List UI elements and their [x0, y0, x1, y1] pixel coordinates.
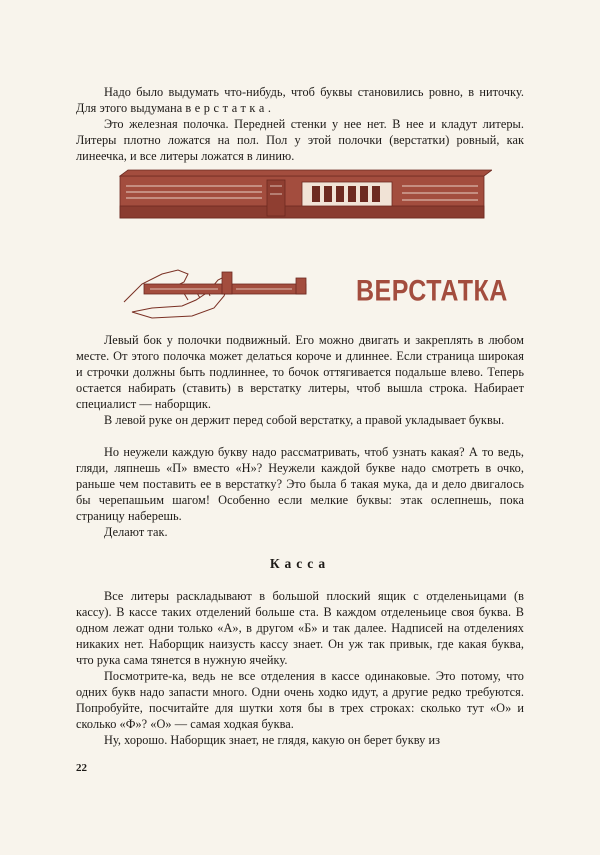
section-heading: Касса — [269, 556, 331, 571]
page-number: 22 — [76, 762, 87, 774]
verstatka-caption: ВЕРСТАТКА — [356, 274, 508, 308]
composing-stick-illustration — [112, 166, 492, 232]
paragraph-8: Посмотрите-ка, ведь не все отделения в кассе одинаковые. Это потому, что одних букв надо запасти много. Одни очень ходко идут, а другие редко требуются. Попробуйте, посчитайте для шутки хотя бы в трех строках: сколько тут «О» и сколько «Ф»? «О» — самая ходкая буква. — [76, 669, 524, 732]
paragraph-intro-2: Это железная полочка. Передней стенки у нее нет. В нее и кладут литеры. Литеры плотно ложатся на пол. Пол у этой полочки (верстатки) ровный, как линеечка, и все литеры ложатся в линию. — [76, 117, 524, 164]
paragraph-intro-1 — [76, 84, 524, 116]
paragraph-6: Делают так. — [104, 525, 168, 539]
hand-with-stick-illustration — [122, 262, 312, 320]
paragraph-3: Левый бок у полочки подвижный. Его можно двигать и закреплять в любом месте. От этого полочка может делаться короче и длиннее. Если страница широкая и строчки должны быть подлиннее, то бочок оттягивается подальше влево. Теперь остается набирать (ставить) в верстатку литеры, чтоб вышла строка. Набирает специалист — наборщик. — [76, 333, 524, 412]
paragraph-5: Но неужели каждую букву надо рассматривать, чтоб узнать какая? А то ведь, гляди, ляпнешь «П» вместо «Н»? Неужели каждой букве надо смотреть в очко, раньше чем поставить ее в верстатку? Это была б такая мука, да и дело двигалось бы черепашьим шагом! Особенно если мелкие буквы: этак ослепнешь, пока страницу наберешь. — [76, 445, 524, 524]
paragraph-9: Ну, хорошо. Наборщик знает, не глядя, какую он берет букву из — [104, 733, 441, 747]
paragraph-text: Надо было выдумать что-нибудь, чтоб буквы становились ровно, в ниточку. Для этого выдумана — [76, 85, 524, 116]
paragraph-4: В левой руке он держит перед собой верстатку, а правой укладывает буквы. — [104, 413, 505, 427]
paragraph-7: Все литеры раскладывают в большой плоский ящик с отделеньицами (в кассу). В кассе таких отделений больше ста. В каждом отделеньице своя буква. В одном лежат одни только «А», в другом «Б» и так далее. Надписей на отделениях никаких нет. Наборщик наизусть кассу знает. Он уж так привык, где какая буква, что рука сама тянется в нужную ячейку. — [76, 589, 524, 668]
term-verstatka: верстатка. — [185, 101, 275, 116]
